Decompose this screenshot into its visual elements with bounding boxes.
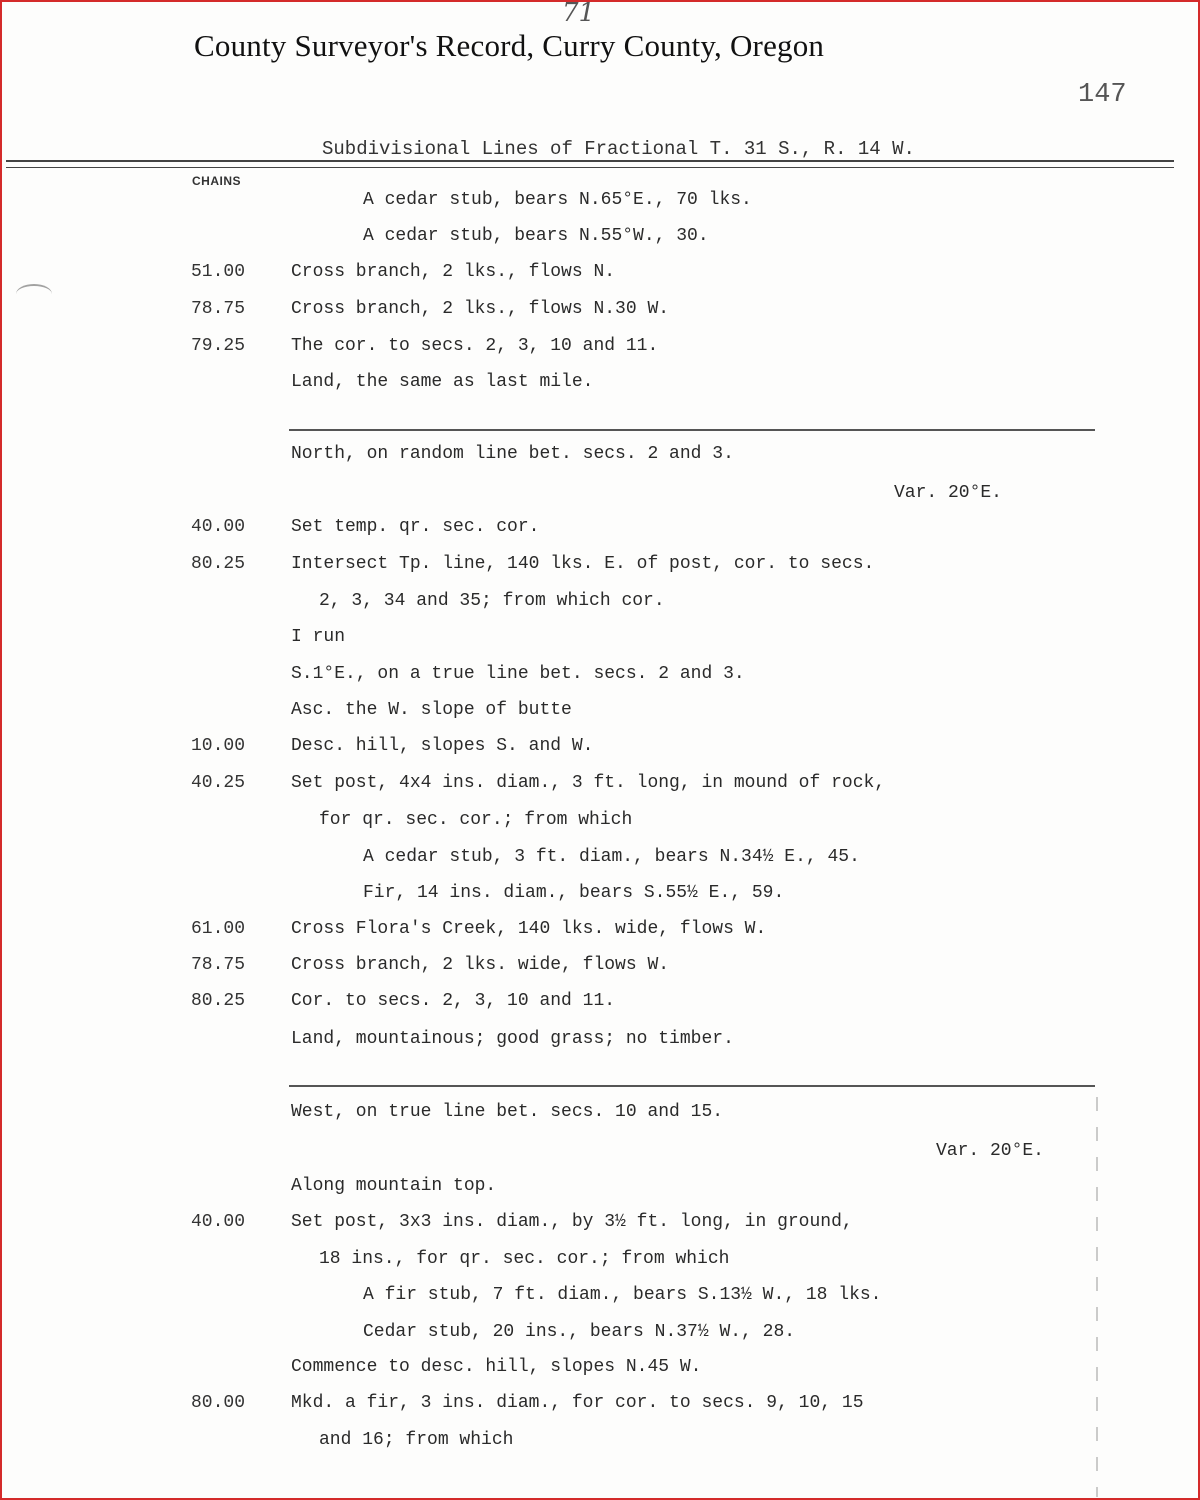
chain-value: 80.25	[191, 991, 246, 1011]
record-line	[2, 1176, 1182, 1206]
line-text: 2, 3, 34 and 35; from which cor.	[319, 591, 665, 611]
record-line	[2, 1285, 1182, 1315]
section-divider	[289, 1085, 1095, 1087]
line-text: Land, the same as last mile.	[291, 372, 594, 392]
chain-value: 40.25	[191, 773, 246, 793]
record-line	[2, 226, 1182, 256]
line-text: A fir stub, 7 ft. diam., bears S.13½ W., 18 lks.	[363, 1285, 882, 1305]
line-text: Mkd. a fir, 3 ins. diam., for cor. to secs. 9, 10, 15	[291, 1393, 864, 1413]
record-line	[2, 1212, 1182, 1242]
chain-value: 78.75	[191, 299, 246, 319]
line-text: Cross branch, 2 lks. wide, flows W.	[291, 955, 670, 975]
line-text: A cedar stub, bears N.65°E., 70 lks.	[363, 190, 752, 210]
line-text: and 16; from which	[319, 1430, 514, 1450]
chain-value: 40.00	[191, 517, 246, 537]
record-line	[2, 736, 1182, 766]
line-text: Set post, 4x4 ins. diam., 3 ft. long, in mound of rock,	[291, 773, 886, 793]
chain-value: 80.25	[191, 554, 246, 574]
page-title: County Surveyor's Record, Curry County, Oregon	[194, 28, 825, 63]
chain-value: 51.00	[191, 262, 246, 282]
record-line	[2, 847, 1182, 877]
line-text: A cedar stub, bears N.55°W., 30.	[363, 226, 709, 246]
section-divider	[289, 429, 1095, 431]
chain-value: 80.00	[191, 1393, 246, 1413]
record-line	[2, 1141, 1182, 1171]
line-text: 18 ins., for qr. sec. cor.; from which	[319, 1249, 730, 1269]
record-line	[2, 554, 1182, 584]
chain-value: 10.00	[191, 736, 246, 756]
chain-value: 79.25	[191, 336, 246, 356]
chain-value: 61.00	[191, 919, 246, 939]
record-line	[2, 336, 1182, 366]
record-line	[2, 1430, 1182, 1460]
line-text: Cross branch, 2 lks., flows N.	[291, 262, 616, 282]
record-line	[2, 700, 1182, 730]
header-double-rule	[6, 160, 1174, 168]
record-line	[2, 190, 1182, 220]
chain-value: 40.00	[191, 1212, 246, 1232]
page-number: 147	[1078, 80, 1127, 110]
line-text: A cedar stub, 3 ft. diam., bears N.34½ E., 45.	[363, 847, 860, 867]
line-text: Cross branch, 2 lks., flows N.30 W.	[291, 299, 670, 319]
record-line	[2, 1357, 1182, 1387]
record-line	[2, 262, 1182, 292]
record-line	[2, 991, 1182, 1021]
record-line	[2, 919, 1182, 949]
record-line	[2, 1249, 1182, 1279]
record-line	[2, 810, 1182, 840]
line-text: Fir, 14 ins. diam., bears S.55½ E., 59.	[363, 883, 785, 903]
line-text: Cross Flora's Creek, 140 lks. wide, flows W.	[291, 919, 767, 939]
record-line	[2, 444, 1182, 474]
variation-text: Var. 20°E.	[935, 1141, 1044, 1161]
line-text: S.1°E., on a true line bet. secs. 2 and 3.	[291, 664, 745, 684]
chains-column-label: CHAINS	[192, 174, 242, 188]
line-text: Land, mountainous; good grass; no timber.	[291, 1029, 734, 1049]
line-text: West, on true line bet. secs. 10 and 15.	[291, 1102, 724, 1122]
line-text: Commence to desc. hill, slopes N.45 W.	[291, 1357, 702, 1377]
line-text: Asc. the W. slope of butte	[291, 700, 572, 720]
line-text: Set temp. qr. sec. cor.	[291, 517, 540, 537]
variation-text: Var. 20°E.	[893, 483, 1002, 503]
record-line	[2, 299, 1182, 329]
record-line	[2, 883, 1182, 913]
record-line	[2, 483, 1182, 513]
line-text: Along mountain top.	[291, 1176, 497, 1196]
record-line	[2, 1393, 1182, 1423]
record-line	[2, 773, 1182, 803]
line-text: Set post, 3x3 ins. diam., by 3½ ft. long, in ground,	[291, 1212, 853, 1232]
line-text: Desc. hill, slopes S. and W.	[291, 736, 594, 756]
record-line	[2, 372, 1182, 402]
record-line	[2, 1322, 1182, 1352]
line-text: The cor. to secs. 2, 3, 10 and 11.	[291, 336, 659, 356]
chain-value: 78.75	[191, 955, 246, 975]
record-line	[2, 517, 1182, 547]
line-text: Intersect Tp. line, 140 lks. E. of post, cor. to secs.	[291, 554, 875, 574]
record-line	[2, 591, 1182, 621]
line-text: for qr. sec. cor.; from which	[319, 810, 633, 830]
record-line	[2, 664, 1182, 694]
record-line	[2, 1102, 1182, 1132]
line-text: Cor. to secs. 2, 3, 10 and 11.	[291, 991, 616, 1011]
handwritten-mark: 71	[562, 0, 596, 28]
section-subtitle: Subdivisional Lines of Fractional T. 31 S., R. 14 W.	[322, 138, 915, 160]
line-text: North, on random line bet. secs. 2 and 3.	[291, 444, 734, 464]
record-line	[2, 955, 1182, 985]
record-line	[2, 627, 1182, 657]
line-text: Cedar stub, 20 ins., bears N.37½ W., 28.	[363, 1322, 796, 1342]
record-line	[2, 1029, 1182, 1059]
line-text: I run	[291, 627, 346, 647]
